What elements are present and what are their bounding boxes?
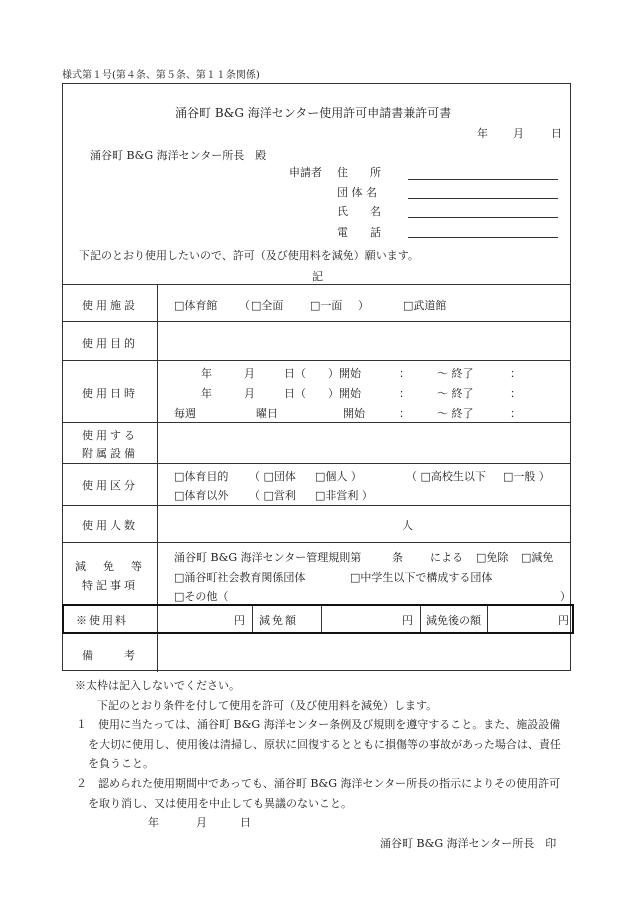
applicant-label: 申請者: [289, 166, 322, 179]
exemption-exempt-checkbox[interactable]: □免除: [476, 551, 509, 564]
exemption-other-close: ）: [560, 590, 571, 603]
addressee: 涌谷町 B&G 海洋センター所長 殿: [90, 149, 267, 162]
request-text: 下記のとおり使用したいので、許可（及び使用料を減免）願います。: [79, 249, 419, 262]
dt2-colon1: ：: [399, 387, 410, 400]
people-unit: 人: [402, 519, 413, 532]
dt1-colon1: ：: [399, 367, 410, 380]
condition-2-line-1: ２ 認められた使用期間中であっても、涌谷町 B&G 海洋センター所長の指示によりその使用許可: [76, 777, 561, 790]
footer-date-year: 年: [148, 816, 159, 829]
cat-group-checkbox[interactable]: （ □団体: [249, 470, 296, 483]
row-divider: [63, 360, 570, 361]
dt2-end: ～ 終了: [437, 387, 474, 400]
row-divider: [63, 463, 570, 464]
row-label-equipment-1: 使用する: [82, 429, 138, 442]
row-label-equipment-2: 附属設備: [82, 447, 138, 460]
fee-divider: [157, 606, 158, 632]
row-divider: [63, 505, 570, 506]
cat-sport-checkbox[interactable]: □体育目的: [174, 470, 229, 483]
dt2-colon2: ：: [510, 387, 521, 400]
row-divider: [63, 321, 570, 322]
row-label-purpose: 使用目的: [82, 337, 138, 350]
exemption-article: 条: [392, 551, 403, 564]
dt1-start: ）開始: [328, 367, 361, 380]
fee-yen-1: 円: [234, 614, 245, 627]
dt3-colon1: ：: [399, 407, 410, 420]
director-signature: 涌谷町 B&G 海洋センター所長 印: [380, 837, 557, 850]
cat-nonsport-checkbox[interactable]: □体育以外: [174, 489, 229, 502]
row-label-people: 使用人数: [82, 519, 138, 532]
group-name-line[interactable]: [408, 198, 558, 199]
fee-yen-2: 円: [402, 614, 413, 627]
dt2-day: 日（: [284, 387, 306, 400]
dt3-colon2: ：: [510, 407, 521, 420]
dt2-year: 年: [201, 387, 212, 400]
address-line[interactable]: [408, 179, 558, 180]
form-number: 様式第１号(第４条、第５条、第１１条関係): [62, 70, 260, 81]
cat-general-checkbox[interactable]: □一般 ）: [503, 470, 550, 483]
row-divider: [63, 422, 570, 423]
ki-label: 記: [312, 270, 323, 283]
permit-text: 下記のとおり条件を付して使用を許可（及び使用料を減免）します。: [97, 699, 438, 712]
footer-date-month: 月: [196, 816, 207, 829]
facility-paren-open: （: [239, 299, 250, 312]
row-label-exemption-1: 減 免 等: [75, 560, 145, 573]
dt3-start: 開始: [343, 407, 365, 420]
field-phone-label: 電 話: [337, 226, 381, 239]
cat-individual-checkbox[interactable]: □個人 ）: [315, 470, 362, 483]
reduction-label: 減免額: [259, 614, 298, 627]
field-name-label: 氏 名: [337, 205, 381, 218]
fee-label: ※使用料: [76, 614, 128, 627]
facility-gym-checkbox[interactable]: □体育館: [174, 299, 218, 312]
fee-divider: [420, 606, 421, 632]
dt1-day: 日（: [284, 367, 306, 380]
after-reduction-label: 減免後の額: [426, 614, 481, 627]
cat-nonprofit-checkbox[interactable]: □非営利 ）: [315, 489, 373, 502]
condition-2-line-2: を取り消し、又は使用を中止しても異議のないこと。: [88, 797, 352, 810]
field-address-label: 住 所: [337, 166, 381, 179]
name-line[interactable]: [408, 217, 558, 218]
header-date-day: 日: [551, 127, 562, 140]
footer-note: ※太枠は記入しないでください。: [75, 679, 240, 692]
row-label-remarks: 備 考: [82, 649, 138, 662]
header-date-year: 年: [477, 127, 488, 140]
dt2-month: 月: [244, 387, 255, 400]
facility-budokan-checkbox[interactable]: □武道館: [403, 299, 447, 312]
fee-divider: [252, 606, 253, 632]
header-date-month: 月: [513, 127, 524, 140]
exemption-junior-checkbox[interactable]: □中学生以下で構成する団体: [350, 571, 493, 584]
row-label-datetime: 使用日時: [82, 387, 138, 400]
dt1-end: ～ 終了: [437, 367, 474, 380]
cat-highschool-checkbox[interactable]: （ □高校生以下: [406, 470, 486, 483]
exemption-by: による: [430, 551, 463, 564]
exemption-social-edu-checkbox[interactable]: □涌谷町社会教育関係団体: [174, 571, 306, 584]
phone-line[interactable]: [408, 237, 558, 238]
row-label-facility: 使用施設: [82, 299, 138, 312]
condition-1-line-3: を負うこと。: [88, 757, 154, 770]
exemption-other-checkbox[interactable]: □その他（: [174, 590, 229, 603]
facility-full-checkbox[interactable]: □全面: [251, 299, 284, 312]
fee-divider: [487, 606, 488, 632]
fee-yen-3: 円: [558, 614, 569, 627]
row-label-category: 使用区分: [82, 479, 138, 492]
footer-date-day: 日: [240, 816, 251, 829]
fee-row: [62, 604, 574, 634]
condition-1-line-2: を大切に使用し、使用後は清掃し、原状に回復するとともに損傷等の事故があった場合は、責任: [88, 738, 561, 751]
dt1-year: 年: [201, 367, 212, 380]
cat-profit-checkbox[interactable]: （ □営利: [249, 489, 296, 502]
application-form-frame: [62, 83, 571, 671]
fee-divider: [321, 606, 322, 632]
condition-1-line-1: １ 使用に当たっては、涌谷町 B&G 海洋センター条例及び規則を遵守すること。また、施設設備: [76, 718, 561, 731]
facility-paren-close: ）: [358, 299, 369, 312]
exemption-rule-text: 涌谷町 B&G 海洋センター管理規則第: [174, 551, 362, 564]
row-label-exemption-2: 特記事項: [82, 579, 138, 592]
dt3-weekday: 曜日: [256, 407, 278, 420]
row-divider: [63, 542, 570, 543]
form-title: 涌谷町 B&G 海洋センター使用許可申請書兼許可書: [175, 106, 452, 120]
facility-half-checkbox[interactable]: □一面: [310, 299, 343, 312]
dt1-month: 月: [244, 367, 255, 380]
field-group-label: 団 体 名: [337, 186, 377, 199]
dt2-start: ）開始: [328, 387, 361, 400]
exemption-reduce-checkbox[interactable]: □減免: [521, 551, 554, 564]
table-top-line: [63, 284, 570, 285]
dt3-end: ～ 終了: [437, 407, 474, 420]
dt1-colon2: ：: [510, 367, 521, 380]
dt3-weekly: 毎週: [174, 407, 196, 420]
